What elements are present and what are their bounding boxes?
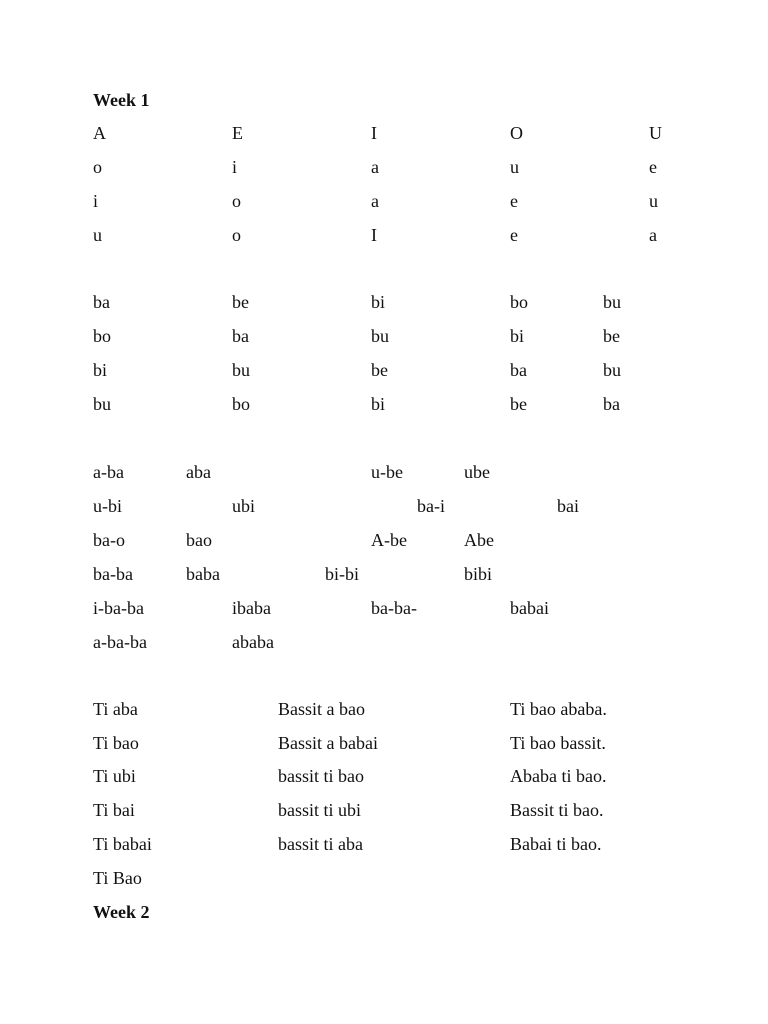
syllable-cell: be (371, 360, 388, 380)
syllable-cell: bu (93, 394, 111, 414)
syllable-cell: ba (510, 360, 527, 380)
word: bibi (464, 564, 493, 584)
word: Abe (464, 530, 494, 550)
word: ubi (232, 496, 256, 516)
vowel-cell: U (649, 123, 662, 143)
syllable-cell: bo (510, 292, 528, 312)
phrase-col3: Ababa ti bao. (510, 766, 607, 786)
syllable-cell: be (232, 292, 249, 312)
phrase-col3: Ti bao bassit. (510, 733, 606, 753)
syllable-cell: ba (93, 292, 110, 312)
vowel-cell: i (232, 157, 238, 177)
word: ababa (232, 632, 274, 652)
syllable-cell: bi (371, 292, 386, 312)
phrase-col1: Ti aba (93, 699, 138, 719)
word-syllabified: ba-ba (93, 564, 133, 584)
vowel-cell: a (649, 225, 657, 245)
phrase-col2: bassit ti ubi (278, 800, 362, 820)
syllable-cell: be (603, 326, 620, 346)
phrase-col2: bassit ti bao (278, 766, 364, 786)
word: ube (464, 462, 490, 482)
vowel-cell: i (93, 191, 99, 211)
vowel-cell: u (510, 157, 519, 177)
word-syllabified: u-bi (93, 496, 122, 516)
syllable-cell: ba (603, 394, 620, 414)
word: baba (186, 564, 220, 584)
syllable-cell: bu (603, 292, 621, 312)
phrase-col1: Ti babai (93, 834, 152, 854)
syllable-cell: bo (232, 394, 250, 414)
phrase-col1: Ti bao (93, 733, 139, 753)
vowel-cell: A (93, 123, 106, 143)
vowel-cell: o (232, 225, 241, 245)
vowel-cell: E (232, 123, 243, 143)
vowel-cell: e (510, 225, 518, 245)
vowel-cell: I (371, 225, 377, 245)
word-syllabified: ba-ba- (371, 598, 417, 618)
word: babai (510, 598, 549, 618)
word-syllabified: a-ba (93, 462, 124, 482)
phrase-col3: Babai ti bao. (510, 834, 602, 854)
syllable-cell: bu (232, 360, 250, 380)
phrase-col1: Ti ubi (93, 766, 136, 786)
word-syllabified: A-be (371, 530, 407, 550)
word-syllabified: a-ba-ba (93, 632, 147, 652)
phrase-col2: bassit ti aba (278, 834, 363, 854)
syllable-cell: bu (371, 326, 389, 346)
phrase-col1: Ti Bao (93, 868, 142, 888)
vowel-cell: u (649, 191, 658, 211)
word: bai (557, 496, 579, 516)
vowel-cell: e (649, 157, 657, 177)
word-syllabified: i-ba-ba (93, 598, 144, 618)
syllable-cell: bi (371, 394, 386, 414)
vowel-cell: O (510, 123, 523, 143)
word-syllabified: u-be (371, 462, 403, 482)
syllable-cell: bi (510, 326, 525, 346)
word-syllabified: ba-i (417, 496, 445, 516)
phrase-col2: Bassit a babai (278, 733, 378, 753)
word-syllabified: bi-bi (325, 564, 359, 584)
word: bao (186, 530, 212, 550)
vowel-cell: o (93, 157, 102, 177)
syllable-cell: bu (603, 360, 621, 380)
vowel-cell: o (232, 191, 241, 211)
vowel-cell: I (371, 123, 377, 143)
word: aba (186, 462, 211, 482)
phrase-col3: Ti bao ababa. (510, 699, 607, 719)
syllable-cell: bo (93, 326, 111, 346)
syllable-cell: bi (93, 360, 108, 380)
phrase-col1: Ti bai (93, 800, 135, 820)
vowel-cell: u (93, 225, 102, 245)
vowel-cell: e (510, 191, 518, 211)
syllable-cell: ba (232, 326, 249, 346)
heading-week-2: Week 2 (93, 902, 150, 922)
word: ibaba (232, 598, 271, 618)
phrase-col2: Bassit a bao (278, 699, 365, 719)
word-syllabified: ba-o (93, 530, 125, 550)
heading-week-1: Week 1 (93, 90, 150, 110)
phrase-col3: Bassit ti bao. (510, 800, 604, 820)
vowel-cell: a (371, 191, 379, 211)
vowel-cell: a (371, 157, 379, 177)
syllable-cell: be (510, 394, 527, 414)
